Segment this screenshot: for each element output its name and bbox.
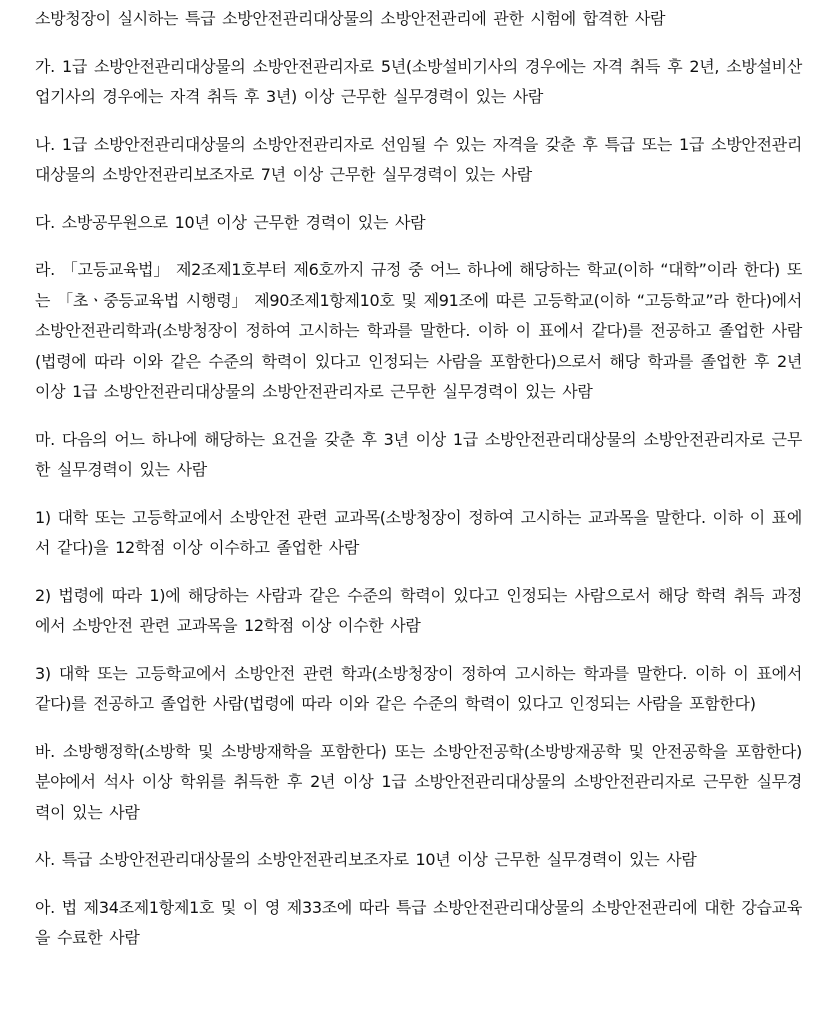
paragraph-ra: 라. 「고등교육법」 제2조제1호부터 제6호까지 규정 중 어느 하나에 해당하는 학교(이하 “대학”이라 한다) 또는 「초ㆍ중등교육법 시행령」 제90조제1항제10호 및 제91조에 따른 고등학교(이하 “고등학교”라 한다)에서 소방안전관리학과(소방청장이 정하여 고시하는 학과를 말한다. 이하 이 표에서 같다)를 전공하고 졸업한 사람(법령에 따라 이와 같은 수준의 학력이 있다고 인정되는 사람을 포함한다)으로서 해당 학과를 졸업한 후 2년 이상 1급 소방안전관리대상물의 소방안전관리자로 근무한 실무경력이 있는 사람 xyxy=(35,260,802,401)
paragraph-sa: 사. 특급 소방안전관리대상물의 소방안전관리보조자로 10년 이상 근무한 실무경력이 있는 사람 xyxy=(35,850,697,869)
paragraph-ma-3: 3) 대학 또는 고등학교에서 소방안전 관련 학과(소방청장이 정하여 고시하는 학과를 말한다. 이하 이 표에서 같다)를 전공하고 졸업한 사람(법령에 따라 이와 같은 수준의 학력이 있다고 인정되는 사람을 포함한다) xyxy=(35,663,802,713)
paragraph-da: 다. 소방공무원으로 10년 이상 근무한 경력이 있는 사람 xyxy=(35,212,426,232)
paragraph-na: 나. 1급 소방안전관리대상물의 소방안전관리자로 선임될 수 있는 자격을 갖춘 후 특급 또는 1급 소방안전관리대상물의 소방안전관리보조자로 7년 이상 근무한 실무경력이 있는 사람 xyxy=(35,134,802,184)
document-body xyxy=(35,4,802,971)
paragraph-ga: 가. 1급 소방안전관리대상물의 소방안전관리자로 5년(소방설비기사의 경우에는 자격 취득 후 2년, 소방설비산업기사의 경우에는 자격 취득 후 3년) 이상 근무한 실무경력이 있는 사람 xyxy=(35,56,802,106)
paragraph-ba: 바. 소방행정학(소방학 및 소방방재학을 포함한다) 또는 소방안전공학(소방방재공학 및 안전공학을 포함한다) 분야에서 석사 이상 학위를 취득한 후 2년 이상 1급 소방안전관리대상물의 소방안전관리자로 근무한 실무경력이 있는 사람 xyxy=(35,741,802,822)
paragraph-ma-2: 2) 법령에 따라 1)에 해당하는 사람과 같은 수준의 학력이 있다고 인정되는 사람으로서 해당 학력 취득 과정에서 소방안전 관련 교과목을 12학점 이상 이수한 사람 xyxy=(35,585,802,635)
paragraph-intro: 소방청장이 실시하는 특급 소방안전관리대상물의 소방안전관리에 관한 시험에 합격한 사람 xyxy=(35,9,666,28)
paragraph-a: 아. 법 제34조제1항제1호 및 이 영 제33조에 따라 특급 소방안전관리대상물의 소방안전관리에 대한 강습교육을 수료한 사람 xyxy=(35,897,802,947)
paragraph-ma: 마. 다음의 어느 하나에 해당하는 요건을 갖춘 후 3년 이상 1급 소방안전관리대상물의 소방안전관리자로 근무한 실무경력이 있는 사람 xyxy=(35,429,802,479)
paragraph-ma-1: 1) 대학 또는 고등학교에서 소방안전 관련 교과목(소방청장이 정하여 고시하는 교과목을 말한다. 이하 이 표에서 같다)을 12학점 이상 이수하고 졸업한 사람 xyxy=(35,507,802,557)
